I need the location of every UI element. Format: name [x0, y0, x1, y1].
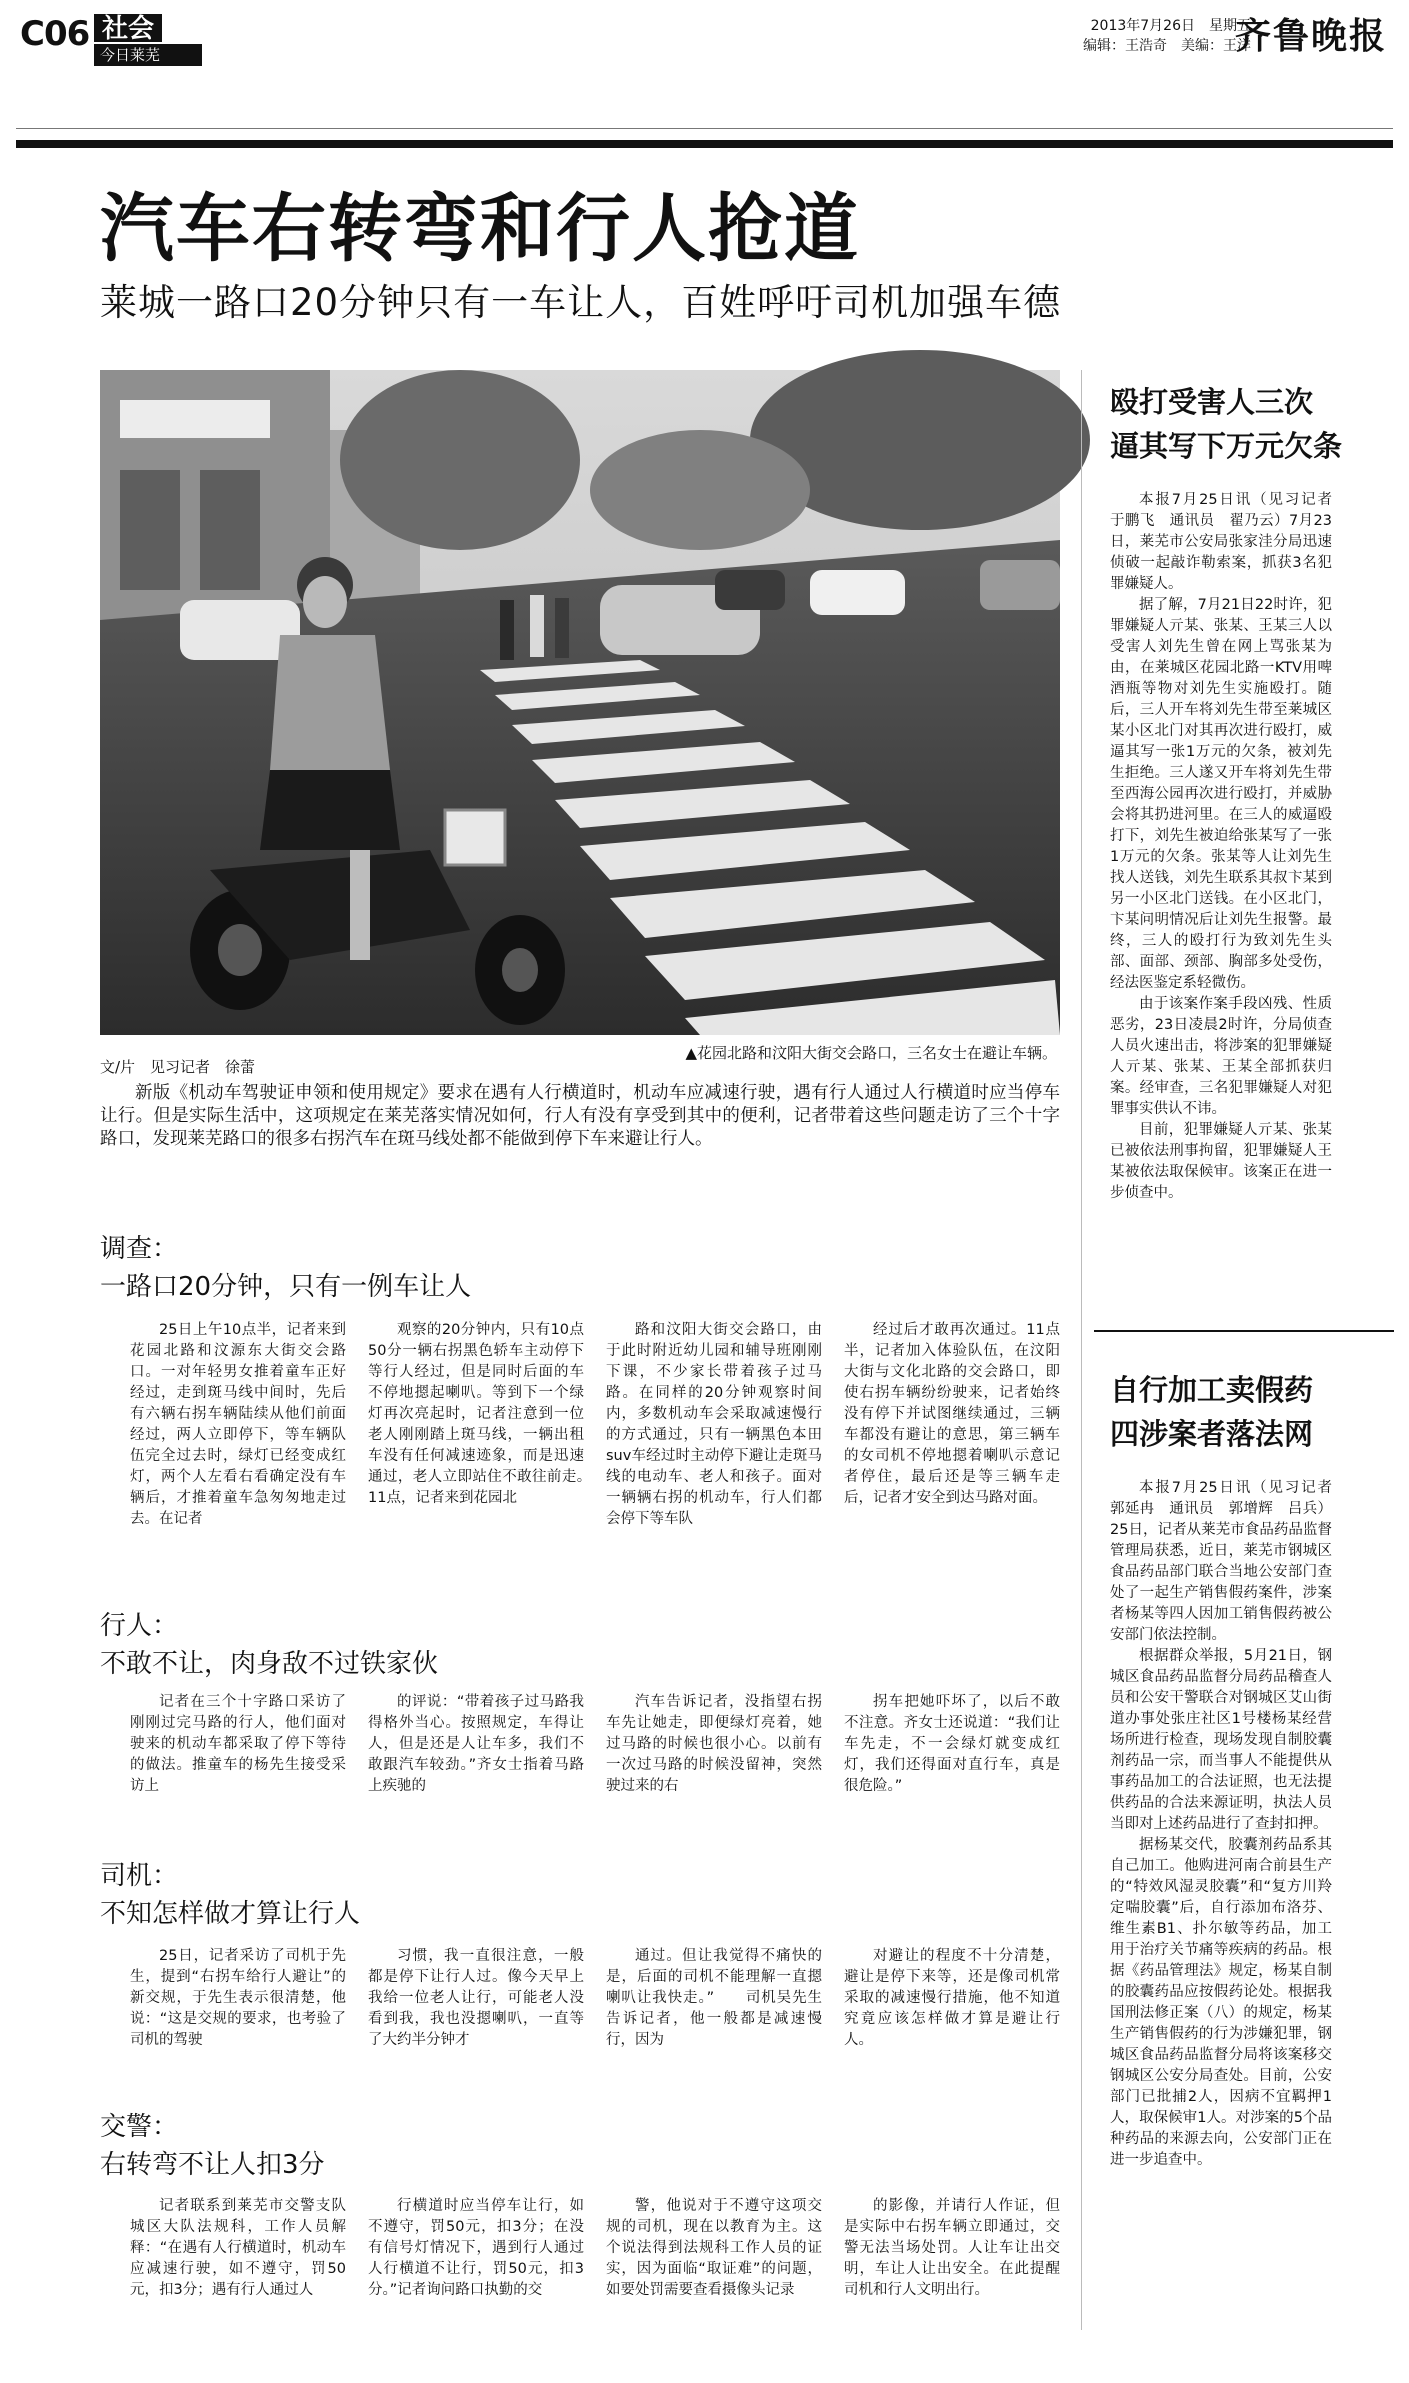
sidebar-title-line: 殴打受害人三次 [1110, 385, 1314, 419]
sidebar-paragraph: 由于该案作案手段凶残、性质恶劣，23日凌晨2时许，分局侦查人员火速出击，将涉案的犯罪嫌疑人亓某、张某、王某全部抓获归案。经审查，三名犯罪嫌疑人对犯罪事实供认不讳。 [1110, 996, 1332, 1117]
section-body-investigation [130, 1320, 1060, 1525]
sidebar-story-2-title [1110, 1368, 1313, 1456]
section-label-drivers: 司机： [100, 1861, 179, 1891]
sidebar-title-line: 四涉案者落法网 [1110, 1417, 1314, 1451]
body-column: 的评说：“带着孩子过马路我得格外当心。按照规定，车得让人，但是还是人让车多，我们不敢跟汽车较劲。”齐女士指着马路上疾驰的 [368, 1694, 584, 1794]
body-column: 路和汶阳大街交会路口，由于此时附近幼儿园和辅导班刚刚下课，不少家长带着孩子过马路。在同样的20分钟观察时间内，多数机动车会采取减速慢行的方式通过，只有一辆黑色本田suv车经过时主动停下避让走斑马线的电动车、老人和孩子。面对一辆辆右拐的机动车，行人们都会停下等车队 [606, 1322, 822, 1527]
body-column: 记者在三个十字路口采访了刚刚过完马路的行人，他们面对驶来的机动车都采取了停下等待的做法。推童车的杨先生接受采访上 [130, 1694, 346, 1794]
body-column: 记者联系到莱芜市交警支队城区大队法规科，工作人员解释：“在遇有人行横道时，机动车应减速行驶，如不遵守，罚50元，扣3分；遇有行人通过人 [130, 2198, 346, 2298]
subheadline: 莱城一路口20分钟只有一车让人，百姓呼吁司机加强车德 [100, 281, 1062, 324]
body-column: 习惯，我一直很注意，一般都是停下让行人过。像今天早上我给一位老人让行，可能老人没看到我，我也没摁喇叭，一直等了大约半分钟才 [368, 1948, 584, 2048]
sidebar-paragraph: 据杨某交代，胶囊剂药品系其自己加工。他购进河南合前县生产的“特效风湿灵胶囊”和“复方川羚定喘胶囊”后，自行添加布洛芬、维生素B1、扑尔敏等药品，加工用于治疗关节痛等疾病的药品。根据《药品管理法》规定，杨某自制的胶囊药品应按假药论处。根据我国刑法修正案（八）的规定，杨某生产销售假药的行为涉嫌犯罪，钢城区食品药品监督分局将该案移交钢城区公安分局查处。目前，公安部门已批捕2人，因病不宜羁押1人，取保候审1人。对涉案的5个品种药品的来源去向，公安部门正在进一步追查中。 [1110, 1837, 1332, 2168]
section-title-investigation: 一路口20分钟，只有一例车让人 [100, 1272, 472, 1302]
body-column: 通过。但让我觉得不痛快的是，后面的司机不能理解一直摁喇叭让我快走。” 司机吴先生告诉记者，他一般都是减速慢行，因为 [606, 1948, 822, 2048]
section-label-pedestrians: 行人： [100, 1611, 179, 1641]
body-column: 观察的20分钟内，只有10点50分一辆右拐黑色轿车主动停下等行人经过，但是同时后面的车不停地摁起喇叭。等到下一个绿灯再次亮起时，记者注意到一位老人刚刚踏上斑马线，一辆出租车没有任何减速迹象，而是迅速通过，老人立即站住不敢往前走。 11点，记者来到花园北 [368, 1322, 613, 1506]
section-body-traffic-police [130, 2196, 1060, 2346]
headline: 汽车右转弯和行人抢道 [100, 186, 860, 272]
section-block [94, 14, 202, 64]
section-body-pedestrians [130, 1692, 1060, 1810]
sidebar-title-line: 逼其写下万元欠条 [1110, 429, 1343, 463]
photo-caption: ▲花园北路和汶阳大街交会路口，三名女士在避让车辆。 [685, 1044, 1057, 1062]
body-column: 的影像，并请行人作证，但是实际中右拐车辆立即通过，交警无法当场处罚。人让车让出交明，车让人让出安全。在此提醒司机和行人文明出行。 [844, 2198, 1060, 2298]
sidebar-story-1-title [1110, 380, 1342, 468]
body-column: 拐车把她吓坏了，以后不敢不注意。齐女士还说道：“我们让车先走，不一会绿灯就变成红灯，我们还得面对直行车，真是很危险。” [844, 1694, 1060, 1794]
body-column: 对避让的程度不十分清楚，避让是停下来等，还是像司机常采取的减速慢行措施，他不知道究竟应该怎样做才算是避让行人。 [844, 1948, 1060, 2048]
editors-line: 编辑：王浩奇 美编：王洋 [1083, 38, 1251, 54]
body-column: 25日上午10点半，记者来到花园北路和汶源东大街交会路口。一对年轻男女推着童车正好经过，走到斑马线中间时，先后有六辆右拐车辆陆续从他们前面经过，两人立即停下，等车辆队伍完全过去时，绿灯已经变成红灯，两个人左看右看确定没有车辆后，才推着童车急匆匆地走过去。在记者 [130, 1322, 346, 1527]
sidebar-story-1-body [1110, 490, 1347, 1310]
news-photo [100, 370, 1060, 1035]
newspaper-logo: 齐鲁晚报 [1234, 15, 1387, 57]
subsection-name: 今日莱芜 [94, 44, 202, 66]
masthead-rule [16, 140, 1393, 148]
sidebar-paragraph: 本报7月25日讯（见习记者 于鹏飞 通讯员 翟乃云）7月23日，莱芜市公安局张家洼分局迅速侦破一起敲诈勒索案，抓获3名犯罪嫌疑人。 [1110, 492, 1347, 592]
byline: 文/片 见习记者 徐蕾 [100, 1058, 256, 1076]
sidebar-paragraph: 本报7月25日讯（见习记者 郭延冉 通讯员 郭增辉 吕兵）25日，记者从莱芜市食品药品监督管理局获悉，近日，莱芜市钢城区食品药品部门联合当地公安部门查处了一起生产销售假药案件，涉案者杨某等四人因加工销售假药被公安部门依法控制。 [1110, 1480, 1347, 1643]
body-column: 汽车告诉记者，没指望右拐车先让她走，即便绿灯亮着，她过马路的时候也很小心。以前有一次过马路的时候没留神，突然驶过来的右 [606, 1694, 822, 1794]
sidebar-paragraph: 目前，犯罪嫌疑人亓某、张某已被依法刑事拘留，犯罪嫌疑人王某被依法取保候审。该案正在进一步侦查中。 [1110, 1122, 1332, 1201]
body-column: 经过后才敢再次通过。11点半，记者加入体验队伍，在汶阳大街与文化北路的交会路口，即使右拐车辆纷纷驶来，记者始终没有停下并试图继续通过，三辆车都没有避让的意思，第三辆车的女司机不停地摁着喇叭示意记者停住，最后还是等三辆车走后，记者才安全到达马路对面。 [844, 1322, 1060, 1506]
sidebar-paragraph: 根据群众举报，5月21日，钢城区食品药品监督分局药品稽查人员和公安干警联合对钢城区艾山街道办事处张庄社区1号楼杨某经营场所进行检查，现场发现自制胶囊剂药品一宗，而当事人不能提供从事药品加工的合法证照，也无法提供药品的合法来源证明，执法人员当即对上述药品进行了查封扣押。 [1110, 1648, 1332, 1832]
masthead-thin-rule [16, 128, 1393, 129]
lead-paragraph: 新版《机动车驾驶证申领和使用规定》要求在遇有人行横道时，机动车应减速行驶，遇有行人通过人行横道时应当停车让行。但是实际生活中，这项规定在莱芜落实情况如何，行人有没有享受到其中的便利，记者带着这些问题走访了三个十字路口，发现莱芜路口的很多右拐汽车在斑马线处都不能做到停下车来避让行人。 [100, 1083, 1060, 1149]
section-label-investigation: 调查： [100, 1234, 179, 1264]
date-line: 2013年7月26日 星期五 [1090, 18, 1251, 34]
section-name: 社会 [94, 14, 162, 42]
street-photo-illustration [100, 370, 1060, 1035]
page-number: C06 [20, 14, 90, 54]
body-column: 25日，记者采访了司机于先生，提到“右拐车给行人避让”的新交规，于先生表示很清楚，他说：“这是交规的要求，也考验了司机的驾驶 [130, 1948, 346, 2048]
body-column: 警，他说对于不遵守这项交规的司机，现在以教育为主。这个说法得到法规科工作人员的证实，因为面临“取证难”的问题，如要处罚需要查看摄像头记录 [606, 2198, 822, 2298]
sidebar-title-line: 自行加工卖假药 [1110, 1373, 1314, 1407]
section-title-pedestrians: 不敢不让，肉身敌不过铁家伙 [100, 1649, 439, 1679]
sidebar-story-2-body [1110, 1478, 1347, 2338]
sidebar-paragraph: 据了解，7月21日22时许，犯罪嫌疑人亓某、张某、王某三人以受害人刘先生曾在网上骂张某为由，在莱城区花园北路一KTV用啤酒瓶等物对刘先生实施殴打。随后，三人开车将刘先生带至莱城区某小区北门对其再次进行殴打，威逼其写一张1万元的欠条，被刘先生拒绝。三人遂又开车将刘先生带至西海公园再次进行殴打，并威胁会将其扔进河里。在三人的威逼殴打下，刘先生被迫给张某写了一张1万元的欠条。张某等人让刘先生找人送钱，刘先生联系其叔卞某到另一小区北门送钱。在小区北门，卞某问明情况后让刘先生报警。最终，三人的殴打行为致刘先生头部、面部、颈部、胸部多处受伤，经法医鉴定系轻微伤。 [1110, 597, 1332, 991]
sidebar-separator [1094, 1330, 1394, 1332]
sidebar-divider [1081, 370, 1082, 2330]
section-title-drivers: 不知怎样做才算让行人 [100, 1899, 361, 1929]
body-column: 行横道时应当停车让行，如不遵守，罚50元，扣3分；在没有信号灯情况下，遇到行人通过人行横道不让行，罚50元，扣3分。”记者询问路口执勤的交 [368, 2198, 584, 2298]
masthead-info [1083, 16, 1251, 56]
section-title-traffic-police: 右转弯不让人扣3分 [100, 2150, 325, 2180]
section-body-drivers [130, 1946, 1060, 2064]
section-label-traffic-police: 交警： [100, 2112, 179, 2142]
